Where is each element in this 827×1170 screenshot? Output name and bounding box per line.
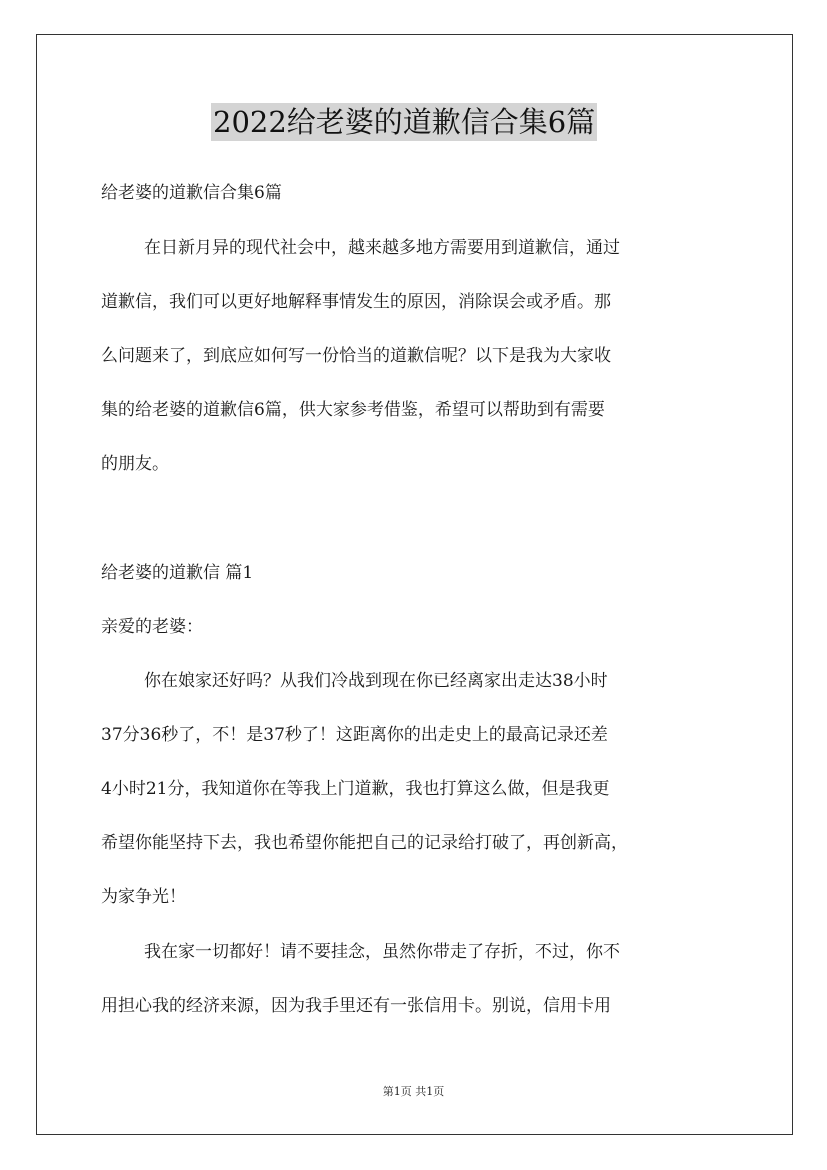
para1-line-5: 为家争光！ bbox=[101, 887, 186, 907]
intro-line-3: 么问题来了，到底应如何写一份恰当的道歉信呢？以下是我为大家收 bbox=[101, 346, 611, 366]
document-title: 2022给老婆的道歉信合集6篇 bbox=[213, 105, 596, 139]
salutation: 亲爱的老婆： bbox=[101, 617, 203, 637]
intro-line-4: 集的给老婆的道歉信6篇，供大家参考借鉴，希望可以帮助到有需要 bbox=[101, 400, 605, 420]
section-heading: 给老婆的道歉信 篇1 bbox=[101, 563, 254, 583]
document-subtitle: 给老婆的道歉信合集6篇 bbox=[101, 183, 282, 203]
para1-line-4: 希望你能坚持下去，我也希望你能把自己的记录给打破了，再创新高， bbox=[101, 833, 628, 853]
para1-line-1: 你在娘家还好吗？从我们冷战到现在你已经离家出走达38小时 bbox=[144, 671, 608, 691]
para2-line-1: 我在家一切都好！请不要挂念，虽然你带走了存折，不过，你不 bbox=[144, 942, 620, 962]
para1-line-3: 4小时21分，我知道你在等我上门道歉，我也打算这么做，但是我更 bbox=[101, 779, 610, 799]
para2-line-2: 用担心我的经济来源，因为我手里还有一张信用卡。别说，信用卡用 bbox=[101, 996, 611, 1016]
intro-line-5: 的朋友。 bbox=[101, 454, 169, 474]
intro-line-1: 在日新月异的现代社会中，越来越多地方需要用到道歉信，通过 bbox=[144, 238, 620, 258]
para1-line-2: 37分36秒了，不！是37秒了！这距离你的出走史上的最高记录还差 bbox=[101, 725, 608, 745]
intro-line-2: 道歉信，我们可以更好地解释事情发生的原因，消除误会或矛盾。那 bbox=[101, 292, 611, 312]
page-number: 第1页 共1页 bbox=[382, 1085, 445, 1098]
